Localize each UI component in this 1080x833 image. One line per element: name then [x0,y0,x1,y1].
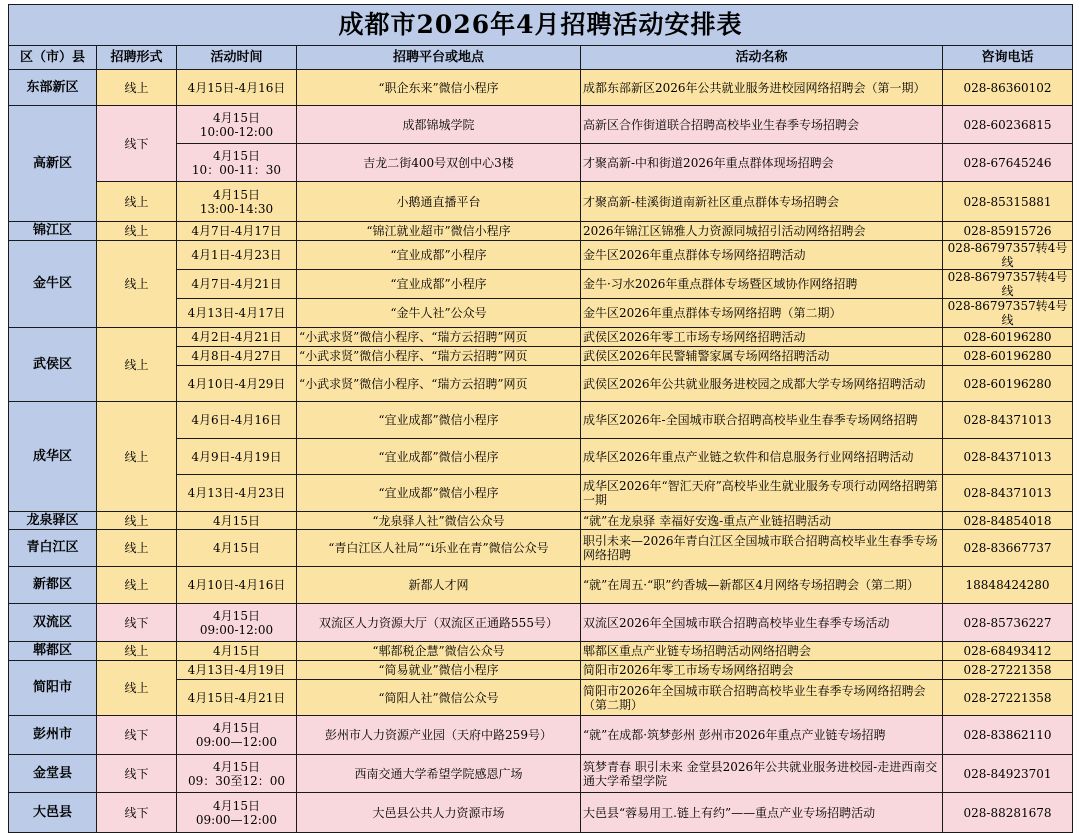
name-cell: 大邑县“蓉易用工.链上有约”——重点产业专场招聘活动 [581,793,943,833]
header-name: 活动名称 [581,46,943,70]
district-cell: 金堂县 [9,755,97,793]
phone-cell: 028-86797357转4号线 [943,241,1073,270]
name-cell: “就”在龙泉驿 幸福好安逸-重点产业链招聘活动 [581,512,943,530]
name-cell: 高新区合作街道联合招聘高校毕业生春季专场招聘会 [581,106,943,144]
time-cell: 4月6日-4月16日 [177,402,297,439]
table-row [9,182,1073,222]
phone-cell: 028-83667737 [943,530,1073,567]
header-form: 招聘形式 [97,46,177,70]
district-cell: 郫都区 [9,642,97,661]
form-cell: 线下 [97,793,177,833]
district-cell: 锦江区 [9,222,97,241]
name-cell: “就”在成都·筑梦彭州 彭州市2026年重点产业链专场招聘 [581,716,943,755]
schedule-table [8,4,1073,833]
place-cell: 大邑县公共人力资源市场 [297,793,581,833]
phone-cell: 028-83862110 [943,716,1073,755]
name-cell: 职引未来—2026年青白江区全国城市联合招聘高校毕业生春季专场网络招聘 [581,530,943,567]
form-cell: 线上 [97,70,177,106]
time-cell: 4月15日 09:00-12:00 [177,604,297,642]
place-cell: 新都人才网 [297,567,581,604]
place-cell: “龙泉驿人社”微信公众号 [297,512,581,530]
time-cell: 4月7日-4月17日 [177,222,297,241]
time-cell: 4月2日-4月21日 [177,328,297,347]
place-cell: “青白江区人社局”“i乐业在青”微信公众号 [297,530,581,567]
name-cell: 金牛·习水2026年重点群体专场暨区域协作网络招聘 [581,270,943,299]
form-cell: 线下 [97,604,177,642]
district-cell: 双流区 [9,604,97,642]
place-cell: “宜业成都”微信小程序 [297,475,581,512]
place-cell: 双流区人力资源大厅（双流区正通路555号） [297,604,581,642]
name-cell: 简阳市2026年全国城市联合招聘高校毕业生春季专场网络招聘会（第二期） [581,680,943,716]
form-cell: 线上 [97,222,177,241]
place-cell: 小鹅通直播平台 [297,182,581,222]
phone-cell: 18848424280 [943,567,1073,604]
phone-cell: 028-88281678 [943,793,1073,833]
table-row [9,402,1073,439]
place-cell: “小武求贤”微信小程序、“瑞方云招聘”网页 [297,366,581,402]
district-cell: 青白江区 [9,530,97,567]
phone-cell: 028-85315881 [943,182,1073,222]
place-cell: “职企东来”微信小程序 [297,70,581,106]
table-row [9,241,1073,270]
phone-cell: 028-60196280 [943,328,1073,347]
phone-cell: 028-84923701 [943,755,1073,793]
time-cell: 4月15日-4月21日 [177,680,297,716]
form-cell: 线上 [97,661,177,716]
time-cell: 4月15日-4月16日 [177,70,297,106]
name-cell: 金牛区2026年重点群体专场网络招聘（第二期） [581,299,943,328]
page-title: 成都市2026年4月招聘活动安排表 [9,5,1073,46]
district-cell: 武侯区 [9,328,97,402]
place-cell: “小武求贤”微信小程序、“瑞方云招聘”网页 [297,328,581,347]
form-cell: 线下 [97,106,177,182]
time-cell: 4月15日 10:00-12:00 [177,106,297,144]
form-cell: 线下 [97,755,177,793]
phone-cell: 028-60196280 [943,366,1073,402]
name-cell: 金牛区2026年重点群体专场网络招聘活动 [581,241,943,270]
phone-cell: 028-84371013 [943,402,1073,439]
time-cell: 4月9日-4月19日 [177,439,297,475]
name-cell: 筑梦青春 职引未来 金堂县2026年公共就业服务进校园-走进西南交通大学希望学院 [581,755,943,793]
table-row [9,567,1073,604]
district-cell: 成华区 [9,402,97,512]
schedule-sheet [8,4,1072,828]
place-cell: 彭州市人力资源产业园（天府中路259号） [297,716,581,755]
time-cell: 4月15日 09:00—12:00 [177,793,297,833]
time-cell: 4月10日-4月29日 [177,366,297,402]
form-cell: 线上 [97,530,177,567]
name-cell: 武侯区2026年民警辅警家属专场网络招聘活动 [581,347,943,366]
place-cell: “小武求贤”微信小程序、“瑞方云招聘”网页 [297,347,581,366]
form-cell: 线上 [97,182,177,222]
time-cell: 4月15日 [177,512,297,530]
name-cell: 成华区2026年重点产业链之软件和信息服务行业网络招聘活动 [581,439,943,475]
place-cell: “宜业成都”微信小程序 [297,439,581,475]
table-row [9,106,1073,144]
district-cell: 简阳市 [9,661,97,716]
form-cell: 线上 [97,567,177,604]
district-cell: 大邑县 [9,793,97,833]
place-cell: “简阳人社”微信公众号 [297,680,581,716]
phone-cell: 028-67645246 [943,144,1073,182]
time-cell: 4月15日 [177,642,297,661]
district-cell: 高新区 [9,106,97,222]
header-time: 活动时间 [177,46,297,70]
phone-cell: 028-60196280 [943,347,1073,366]
place-cell: 成都锦城学院 [297,106,581,144]
place-cell: “金牛人社”公众号 [297,299,581,328]
district-cell: 新都区 [9,567,97,604]
table-row [9,222,1073,241]
name-cell: 简阳市2026年零工市场专场网络招聘会 [581,661,943,680]
form-cell: 线下 [97,716,177,755]
name-cell: 武侯区2026年零工市场专场网络招聘活动 [581,328,943,347]
name-cell: 成都东部新区2026年公共就业服务进校园网络招聘会（第一期） [581,70,943,106]
table-row [9,512,1073,530]
place-cell: 西南交通大学希望学院感恩广场 [297,755,581,793]
name-cell: 才聚高新-中和街道2026年重点群体现场招聘会 [581,144,943,182]
table-row [9,716,1073,755]
form-cell: 线上 [97,402,177,512]
place-cell: “宜业成都”微信小程序 [297,402,581,439]
time-cell: 4月1日-4月23日 [177,241,297,270]
time-cell: 4月15日 09：30至12：00 [177,755,297,793]
place-cell: “宜业成都”小程序 [297,241,581,270]
phone-cell: 028-84854018 [943,512,1073,530]
phone-cell: 028-85736227 [943,604,1073,642]
phone-cell: 028-27221358 [943,661,1073,680]
header-phone: 咨询电话 [943,46,1073,70]
time-cell: 4月7日-4月21日 [177,270,297,299]
time-cell: 4月15日 10：00-11：30 [177,144,297,182]
form-cell: 线上 [97,328,177,402]
form-cell: 线上 [97,241,177,328]
time-cell: 4月15日 13:00-14:30 [177,182,297,222]
name-cell: 2026年锦江区锦雅人力资源同城招引活动网络招聘会 [581,222,943,241]
name-cell: 才聚高新-桂溪街道南新社区重点群体专场招聘会 [581,182,943,222]
form-cell: 线上 [97,512,177,530]
district-cell: 龙泉驿区 [9,512,97,530]
phone-cell: 028-84371013 [943,475,1073,512]
table-row [9,70,1073,106]
name-cell: “就”在周五·“职”约香城—新都区4月网络专场招聘会（第二期） [581,567,943,604]
name-cell: 郫都区重点产业链专场招聘活动网络招聘会 [581,642,943,661]
time-cell: 4月13日-4月17日 [177,299,297,328]
time-cell: 4月15日 [177,530,297,567]
place-cell: “郫都税企慧”微信公众号 [297,642,581,661]
table-row [9,530,1073,567]
time-cell: 4月10日-4月16日 [177,567,297,604]
place-cell: “宜业成都”小程序 [297,270,581,299]
district-cell: 金牛区 [9,241,97,328]
table-row [9,661,1073,680]
table-row [9,755,1073,793]
phone-cell: 028-60236815 [943,106,1073,144]
place-cell: “简易就业”微信小程序 [297,661,581,680]
time-cell: 4月15日 09:00—12:00 [177,716,297,755]
time-cell: 4月13日-4月23日 [177,475,297,512]
table-row [9,328,1073,347]
phone-cell: 028-86360102 [943,70,1073,106]
table-row [9,793,1073,833]
district-cell: 东部新区 [9,70,97,106]
time-cell: 4月8日-4月27日 [177,347,297,366]
name-cell: 武侯区2026年公共就业服务进校园之成都大学专场网络招聘活动 [581,366,943,402]
name-cell: 成华区2026年“智汇天府”高校毕业生就业服务专项行动网络招聘第一期 [581,475,943,512]
place-cell: “锦江就业超市”微信小程序 [297,222,581,241]
phone-cell: 028-68493412 [943,642,1073,661]
phone-cell: 028-85915726 [943,222,1073,241]
name-cell: 成华区2026年-全国城市联合招聘高校毕业生春季专场网络招聘 [581,402,943,439]
time-cell: 4月13日-4月19日 [177,661,297,680]
table-row [9,604,1073,642]
header-district: 区（市）县 [9,46,97,70]
phone-cell: 028-86797357转4号线 [943,270,1073,299]
name-cell: 双流区2026年全国城市联合招聘高校毕业生春季专场活动 [581,604,943,642]
form-cell: 线上 [97,642,177,661]
district-cell: 彭州市 [9,716,97,755]
phone-cell: 028-86797357转4号线 [943,299,1073,328]
header-place: 招聘平台或地点 [297,46,581,70]
table-row [9,642,1073,661]
phone-cell: 028-84371013 [943,439,1073,475]
phone-cell: 028-27221358 [943,680,1073,716]
place-cell: 吉龙二街400号双创中心3楼 [297,144,581,182]
